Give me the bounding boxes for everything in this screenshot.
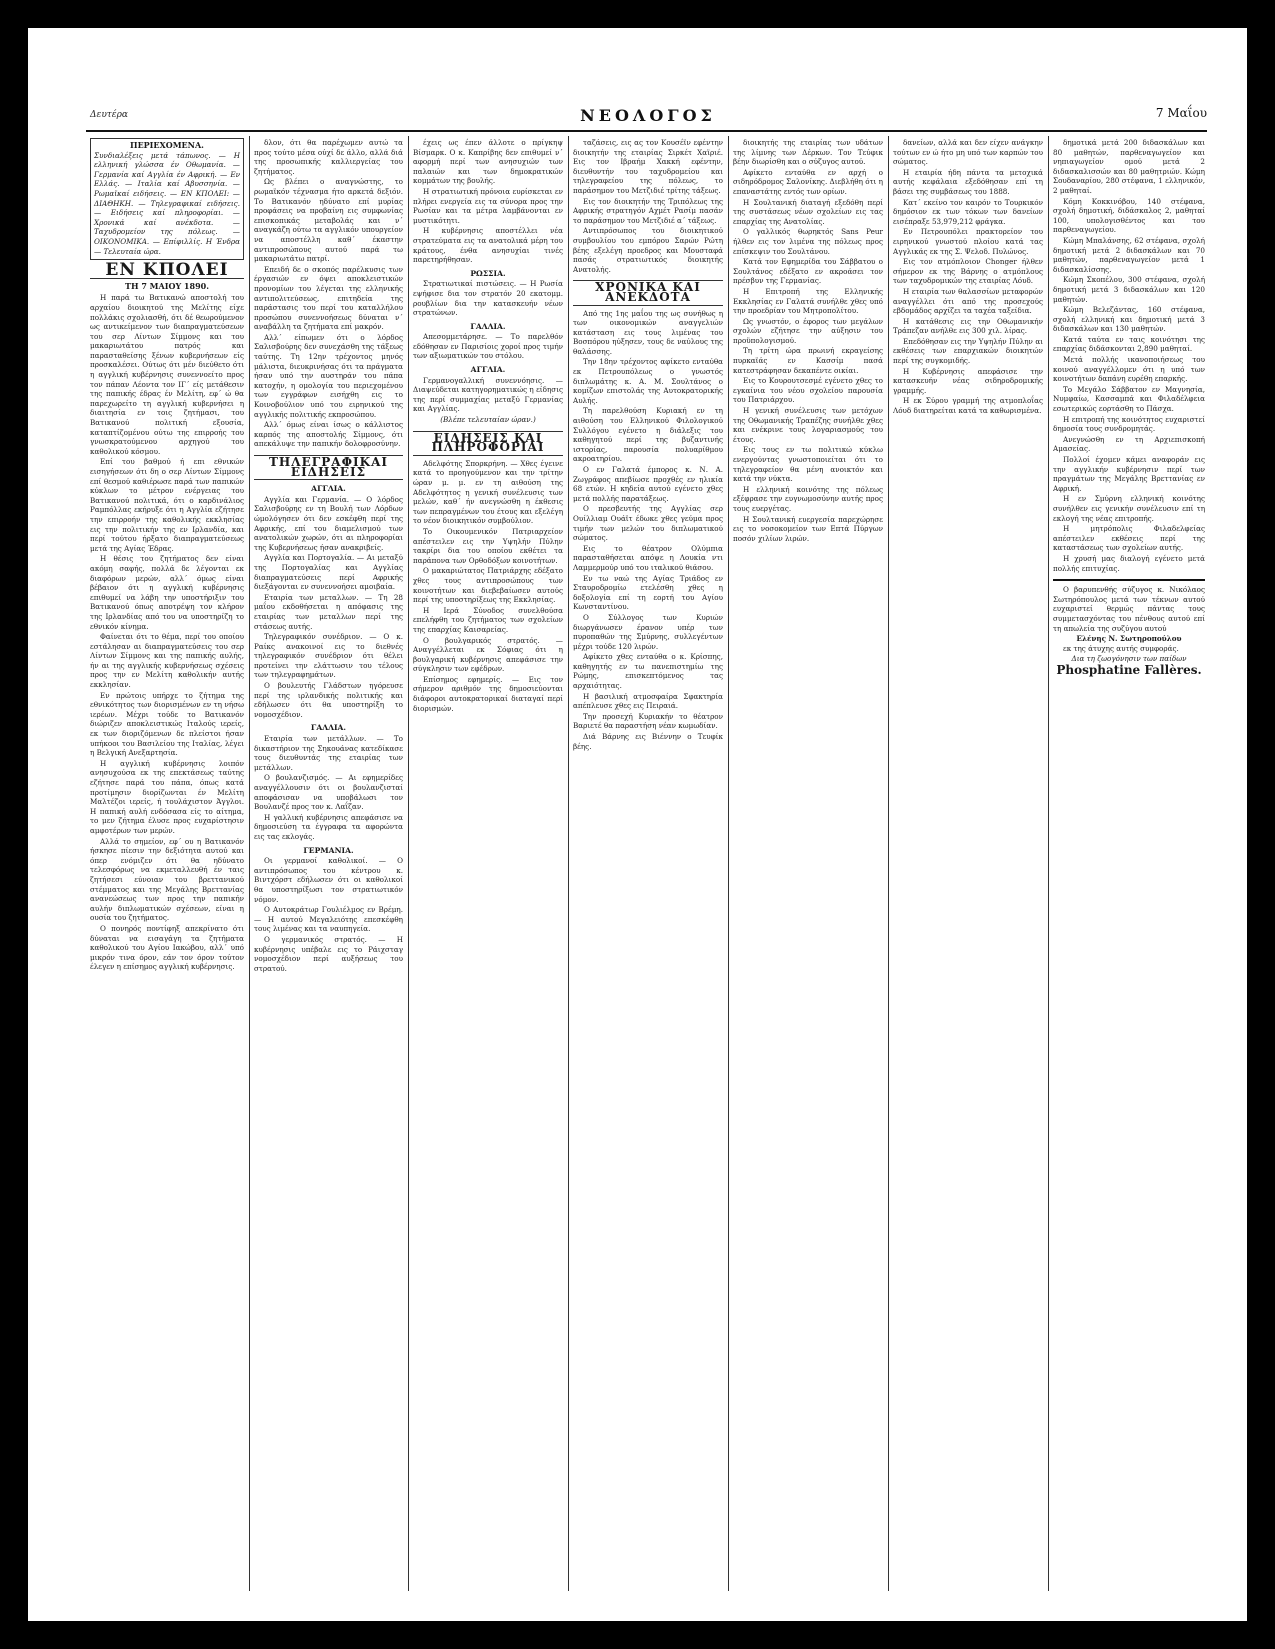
article-paragraph: Ο πονηρός ποντίφηξ απεκρίνατο ότι δύναται να εισαγάγη τα ζητήματα καθολικού του Αγίου Ιακώβου, αλλ΄ υπό μικρόν τινα όρον, εάν τον όρον τούτον έλεγεν η επίσημος αγγλική κυβέρνησις.	[90, 923, 244, 972]
telegraph-heading: ΤΗΛΕΓΡΑΦΙΚΑΙ ΕΙΔΗΣΕΙΣ	[254, 455, 403, 480]
article-paragraph: Επειδή δε ο σκοπός παρέλκυσις των έργασιών εν όψει αποκλειστικών προνομίων του λέγεται της ελληνικής αντιπολιτεύσεως, επιτηδεία της παράστασις του περί του καταλλήλου προσώπου συνεννοήσεως δύναται ν΄ αναβάλλη τα ζητήματα επί μακρόν.	[254, 264, 403, 332]
news-heading: ΕΙΔΗΣΕΙΣ ΚΑΙ ΠΛΗΡΟΦΟΡΙΑΙ	[413, 431, 563, 456]
news-item: Ο εν Γαλατά έμπορος κ. Ν. Α. Ζωγράφος απεβίωσε προχθές εν ηλικία 68 ετών. Η κηδεία αυτού εγένετο χθες μετά πολλής παρατάξεως.	[573, 465, 723, 503]
news-item: Αδελφότης Σπορκρήνη. — Χθες έγεινε κατά το προηγούμενον και την τρίτην ώραν μ. μ. εν τη αιθούση της Αδελφότητος η γενική συνέλευσις των μελών, καθ΄ ήν ανεγνώσθη η έκθεσις των πεπραγμένων του έτους και εξελέγη το νέον διοικητικόν συμβούλιον.	[413, 458, 563, 526]
article-paragraph: Η Σουλτανική διαταγή εξεδόθη περί της συστάσεως νέων σχολείων εις τας επαρχίας της Ανατολίας.	[733, 197, 883, 226]
article-paragraph: Επί του βαθμού ή επι εθνικών εισηγήσεων ότι δη ο σερ Λίντων Σίμμονς επί θεσμού καθιέρωσε παρά των παπικών κύκλων το μέτρον ενέργειας του Βατικανού πολιτικά, ότι ο καρδινάλιος Ραμπόλλας εκήρυξε ότι η Αγγλία εζήτησε την επιρροήν της καθολικής εκκλησίας εις την πολιτικήν της εν Ιρλανδία, και περί τούτου ήρξατο διαπραγματεύσεως μετά της Αγίας Έδρας.	[90, 457, 244, 553]
column-4	[573, 138, 723, 1591]
article-paragraph: Μετά πολλής ικανοποιήσεως του κοινού αναγγέλλομεν ότι η υπό των κοινοτήτων δαπάνη ευρέθη επαρκής.	[1053, 355, 1205, 384]
news-item: Στρατιωτικαί πιστώσεις. — Η Ρωσία εψήφισε δια τον στρατόν 20 εκατομμ. ρουβλίων δια την κατασκευήν νέων στρατώνων.	[413, 279, 563, 318]
article-paragraph: Η κατάθεσις εις την Οθωμανικήν Τράπεζαν ανήλθε εις 300 χιλ. λίρας.	[893, 316, 1043, 336]
article-paragraph: Ως γνωστόν, ο έφορος των μεγάλων σχολών εζήτησε την αύξησιν του προϋπολογισμού.	[733, 316, 883, 345]
country-subhead: ΓΑΛΛΙΑ.	[310, 723, 347, 733]
news-item: Την προσεχή Κυριακήν το θέατρον Βαριετέ θα παραστήση νέαν κωμωδίαν.	[573, 711, 723, 731]
country-subhead: ΑΓΓΛΙΑ.	[311, 484, 346, 494]
column-5	[733, 138, 883, 1591]
contents-title: ΠΕΡΙΕΧΟΜΕΝΑ.	[130, 140, 204, 150]
article-paragraph: Κώμη Βελεζάντας, 160 στέφανα, σχολή ελληνική και δημοτική μετά 3 διδασκάλων και 130 μαθητών.	[1053, 305, 1205, 334]
news-item: Η Ιερά Σύνοδος συνελθούσα επελήφθη του ζητήματος των σχολείων της επαρχίας Καισαρείας.	[413, 605, 563, 634]
promo-brand: Phosphatine Fallères.	[1056, 662, 1202, 677]
article-paragraph: Πολλοί έχομεν κάμει αναφοράν εις την αγγλικήν κυβέρνησιν περί των πραγμάτων της Μεγάλης Βρεττανίας εν Αφρική.	[1053, 455, 1205, 493]
news-item: Από της 1ης μαΐου της ως συνήθως η των οικονομικών αναγγελιών κατάσταση εις τους λιμένας του Βοσπόρου ηύξησεν, τους δε ναύλους της θαλάσσης.	[573, 308, 723, 356]
article-paragraph: Η γενική συνέλευσις των μετόχων της Οθωμανικής Τραπέζης συνήλθε χθες και ενέκρινε τους λογαριασμούς του έτους.	[733, 406, 883, 444]
article-paragraph: δλον, ότι θα παρέχωμεν αυτώ τα προς τούτο μέσα ούχί δε άλλο, αλλά διά της προσωπικής καλλιεργείας του ζητήματος.	[254, 138, 403, 176]
news-item: Την 18ην τρέχοντος αφίκετο ενταύθα εκ Πετρουπόλεως ο γνωστός διπλωμάτης κ. Α. Μ. Σουλτάνος ο κομίζων επιστολάς της Αυτοκρατορικής Αυλής.	[573, 357, 723, 405]
news-item: Απεσομμετάρησε. — Το παρελθόν εδόθησαν εν Παρισίοις χοροί προς τιμήν των αξιωματικών του στόλου.	[413, 332, 563, 361]
see-also-note: (Βλέπε τελευταίαν ώραν.)	[440, 415, 536, 425]
article-paragraph: Η κυβέρνησις αποστέλλει νέα στρατεύματα εις τα ανατολικά μέρη του κράτους, ένθα ανησυχίαι τινές παρετηρήθησαν.	[413, 226, 563, 265]
article-paragraph: Κόμη Κοκκινόβου, 140 στέφανα, σχολή δημοτική, διδάσκαλος 2, μαθηταί 100, υπολογισθέντος και του παρθεναγωγείου.	[1053, 196, 1205, 235]
notice-text: Ο βαρυπενθής σύζυγος κ. Νικόλαος Σωτηρόπουλος μετά των τέκνων αυτού ευχαριστεί θερμώς πάντας τους συμμετασχόντας του πένθους αυτού επί τη απωλεία της συζύγου αυτού	[1053, 585, 1205, 633]
article-paragraph: Κώμη Μπαλάνσης, 62 στέφανα, σχολή δημοτική μετά 2 διδασκάλων και 70 μαθητών, παρθεναγωγείον μετά 1 διδασκαλίσσης.	[1053, 235, 1205, 274]
notice-advertisement	[1053, 579, 1205, 675]
article-paragraph: Η Επιτροπή της Ελληνικής Εκκλησίας εν Γαλατά συνήλθε χθες υπό την προεδρίαν του Μητροπολίτου.	[733, 286, 883, 316]
article-paragraph: διοικητής της εταιρίας των υδάτων της λίμνης των Δέρκων. Τον Τεύφικ βέην διωρίσθη και ο σύζυγος αυτού.	[733, 138, 883, 167]
article-paragraph: Αλλ΄ όμως είναι ίσως ο κάλλιστος καρπός της αποστολής Σίμμονς, ότι απεκάλυψε την παπικήν δολοφροσύνην.	[254, 420, 403, 449]
news-item: Αγγλία και Πορτογαλία. — Αι μεταξύ της Πορτογαλίας και Αγγλίας διαπραγματεύσεις περί Αφρικής διεξάγονται εν συνεννοήσει αμοιβαία.	[254, 553, 403, 592]
article-paragraph: Αλλ΄ είπωμεν ότι ο λόρδος Σαλισβούρης δεν συνεχάσθη της τάξεως ταύτης. Τη 12ην τρέχοντος μηνός μάλιστα, διευκρινήσας ότι τα πράγματα ήσαν υπό την αυστηράν του πάπα κατοχήν, η ομολογία του περιεχομένου των εγγράφων εισήχθη εις το Κοινοβούλιον υπό του ειρηνικού της αγγλικής πολιτικής εκπροσώπου.	[254, 332, 403, 419]
news-item: Η βασιλική ατμοσφαίρα Σφακτηρία απέπλευσε χθες εις Πειραιά.	[573, 691, 723, 711]
article-paragraph: Η εκ Σύρου γραμμή της ατμοπλοΐας Λόυδ διατηρείται κατά τα καθωρισμένα.	[893, 396, 1043, 416]
news-item: Διά Βάρνης εις Βιέννην ο Τευφίκ βέης.	[573, 732, 723, 751]
promo-line: Δια τη ζωογόνησιν των παίδων	[1071, 654, 1187, 664]
news-item: Τη παρελθούση Κυριακή εν τη αιθούση του Ελληνικού Φιλολογικού Συλλόγου εγένετο η διάλεξις του καθηγητού περί της βυζαντινής ιστορίας, παρουσία πολυαρίθμου ακροατηρίου.	[573, 406, 723, 464]
news-item: Εταιρία των μεταλλων. — Τη 28 μαΐου εκδοθήσεται η απόφασις της εταιρίας των μεταλλων περί της στάσεως αυτής.	[254, 592, 403, 631]
news-item: Ο Σύλλογος των Κυριών διωργάνωσεν έρανον υπέρ των πυροπαθών της Σμύρνης, συλλεγέντων μέχρι τούδε 120 λιρών.	[573, 612, 723, 651]
article-paragraph: ταζάσεις, εις ας τον Κουσέϊν εφέντην διοικητήν της εταιρίας Σιρκέτ Χαϊριέ. Εις τον Ιβραήμ Χακκή εφέντην, διευθυντήν του ταχυδρομείου και τηλεγραφείου της πόλεως, το παράσημον του Μετζιδιέ τρίτης τάξεως.	[573, 138, 723, 195]
column-separator	[408, 136, 409, 1591]
news-item: Εν τω ναώ της Αγίας Τριάδος εν Σταυροδρομίω ετελέσθη χθες η δοξολογία επί τη εορτή του Αγίου Κωνσταντίνου.	[573, 573, 723, 612]
country-subhead: ΓΕΡΜΑΝΙΑ.	[303, 845, 354, 855]
news-item: Εταιρία των μετάλλων. — Το δικαστήριον της Σηκουάνας κατεδίκασε τους διευθυντάς της εταιρίας των μετάλλων.	[254, 734, 403, 772]
article-paragraph: Η θέσις του ζητήματος δεν είναι ακόμη σαφής, πολλά δε λέγονται εκ διαφόρων μερών, αλλ΄ όμως είναι βέβαιον ότι η αγγλική κυβέρνησις επιθυμεί να λάβη την υποστήριξιν του Βατικανού όπως αποτρέψη τον κλήρον της Ιρλανδίας από του να υποστηρίζη το εθνικόν κίνημα.	[90, 554, 244, 631]
article-paragraph: έχεις ως έπεν άλλοτε ο πρίγκηψ Βίσμαρκ. Ο κ. Καπρίβης δεν επιθυμεί ν΄ αφορμή περί των ανησυχιών των παλαιών και των δημοκρατικών κομμάτων της βουλής.	[413, 138, 563, 186]
article-paragraph: Ο γαλλικός θωρηκτός Sans Peur ήλθεν εις τον λιμένα της πόλεως προς επίσκεψιν του Σουλτάνου.	[733, 227, 883, 256]
dateline: ΤΗ 7 ΜΑΙΟΥ 1890.	[125, 280, 209, 291]
article-paragraph: Τη τρίτη ώρα πρωινή εκραγείσης πυρκαϊάς εν Κασσίμ πασά κατεστράφησαν δεκαπέντε οικίαι.	[733, 346, 883, 375]
column-6	[893, 138, 1043, 1591]
news-item: Αγγλία και Γερμανία. — Ο λόρδος Σαλισβούρης εν τη Βουλή των Λόρδων ώμολόγησεν ότι δεν εσκέφθη περί της Αφρικής, επί του διαμελισμού των ανατολικών χωρών, ότι αι πληροφορίαι της Κυβερνήσεως ήσαν ανακριβείς.	[254, 494, 403, 552]
article-paragraph: Εις τον ατμόπλοιον Chonger ήλθεν σήμερον εκ της Βάρνης ο ατμόπλους των ταχυδρομικών της εταιρίας Λόυδ.	[893, 257, 1043, 286]
news-item: Η γαλλική κυβέρνησις απεφάσισε να δημοσιεύση τα έγγραφα τα αφορώντα εις τας εκλογάς.	[254, 812, 403, 841]
article-paragraph: Κατ΄ εκείνο τον καιρόν το Τουρκικόν δημόσιον εκ των τόκων των δανείων εισέπραξε 53,979,212 φράγκα.	[893, 197, 1043, 226]
article-paragraph: Η εταιρία ήδη πάντα τα μετοχικά αυτής κεφάλαια εξεδόθησαν επί τη βάσει της συμβάσεως του 1888.	[893, 167, 1043, 196]
country-subhead: ΑΓΓΛΙΑ.	[470, 365, 506, 375]
article-paragraph: Η εν Σμύρνη ελληνική κοινότης συνήλθεν εις γενικήν συνέλευσιν επί τη εκλογή της νέας επιτροπής.	[1053, 494, 1205, 523]
section-heading: ΕΝ ΚΠΟΛΕΙ	[90, 266, 244, 279]
country-subhead: ΓΑΛΛΙΑ.	[470, 321, 506, 331]
column-separator	[888, 136, 889, 1591]
article-paragraph: Η χρυσή μας διαλογή εγένετο μετά πολλής επιτυχίας.	[1053, 553, 1205, 573]
article-paragraph: Η επιτροπή της κοινότητος ευχαριστεί δημοσία τους συνδρομητάς.	[1053, 414, 1205, 434]
article-paragraph: Αντιπρόσωπος του διοικητικού συμβουλίου του εμπόρου Σαρών Ρώτη βέης εξελέγη προεδρος και Μουσταφά πασάς στρατιωτικός διοικητής Ανατολής.	[573, 226, 723, 274]
column-2	[254, 138, 403, 1591]
newspaper-page	[28, 28, 1247, 1621]
article-paragraph: Εν Πετρουπόλει πρακτορείον του ειρηνικού γνωστού πλοίου κατά τας Αγγλικάς εκ της Σ. Ψελοδ. Πυλώνος.	[893, 227, 1043, 256]
article-paragraph: Αφίκετο ενταύθα εν αρχή ο σιδηρόδρομος Σαλονίκης. Διεβλήθη ότι η επαναστάτης εντός των ορίων.	[733, 167, 883, 196]
article-paragraph: Ανεγνώσθη εν τη Αρχιεπισκοπή Αμασείας.	[1053, 434, 1205, 454]
article-paragraph: Εις το Κουρουτσεσμέ εγένετο χθες το εγκαίνια του νέου σχολείου παρουσία του Πατριάρχου.	[733, 376, 883, 405]
newspaper-title: ΝΕΟΛΟΓΟΣ	[580, 106, 716, 125]
news-item: Οι γερμανοί καθολικοί. — Ο αντιπρόσωπος του κέντρου κ. Βιντχόρστ εδήλωσεν ότι οι καθολικοί θα υποστηρίξωσι τον στρατιωτικόν νόμον.	[254, 856, 403, 904]
column-separator	[568, 136, 569, 1591]
contents-list: Συνδιαλέξεις μετά τάπωνος. — Η ελληνική γλώσσα έν Οθωμανία. — Γερμανία καί Αγγλία έν Αφρική. — Εν Ελλάς. — Ιταλία καί Αβυσσηνία. — Ρωμαϊκαί ειδήσεις. — ΕΝ ΚΠΟΛΕΙ: — ΔΙΑΘΗΚΗ. — Τηλεγραφικαί ειδήσεις. — Ειδήσεις καί πληροφορίαι. — Χρονικά καί ανέκδοτα. — Ταχυδρομείον της πόλεως. — ΟΙΚΟΝΟΜΙΚΑ. — Επίφιλλίς. Η Ένδρα — Τελευταία ώρα.	[94, 150, 240, 256]
column-separator	[1048, 136, 1049, 1591]
article-paragraph: Η παρά τω Βατικανώ αποστολή του αρχαίου διοικητού της Μελίτης είχε πολλάκις σχολιασθή, ότι δέ θεωρούμενον ως αντικείμενον των διαπραγματεύσεων του σερ Λίντων Σίμμονς και του μακαριωτάτου πατρός και παρασταθείσης ξένων κυβερνήσεων είς προσκαλέσει. Ούτως ότι μέν διεύθετο ότι η αγγλική κυβέρνησις συνεννοείτο προς τον πάπαν Λέοντα τον ΙΓ΄ είς μετάθεσιν της παπικής έδρας έν Μελίτη, εφ΄ ώ θα παρεχωρείτο τη αγγλική κυβερνήσει η διαιτησία εν τοις ζητήμασι, του Βατικανού πολιτική εξουσία, καταπτίζομένου ούτω της επιρροής του γνωσκρατούμενου αρχηγού του καθολικού κόσμου.	[90, 293, 244, 456]
contents-box	[90, 138, 244, 260]
country-subhead: ΡΩΣΣΙΑ.	[470, 268, 506, 278]
article-paragraph: Επεδόθησαν εις την Υψηλήν Πύλην αι εκθέσεις των επαρχιακών διοικητών περί της συγκομιδής.	[893, 336, 1043, 366]
article-paragraph: Κατά ταύτα εν ταις κοινότησι της επαρχίας διδάσκονται 2,890 μαθηταί.	[1053, 334, 1205, 354]
news-item: Τηλεγραφικόν συνέδριον. — Ο κ. Ραίκς ανακοινοί εις το διεθνές τηλεγραφικόν συνέδριον ότι θέλει προτείνει την ελάττωσιν του τέλους των τηλεγραφημάτων.	[254, 632, 403, 680]
news-item: Ο Αυτοκράτωρ Γουλιέλμος εν Βρέμη. — Η αυτού Μεγαλειότης επεσκέφθη τους λιμένας και τα ναυπηγεία.	[254, 905, 403, 934]
article-paragraph: Κατά τον Εφημερίδα του Σάββατου ο Σουλτάνος εδέξατο εν ακροάσει τον πρέσβυν της Γερμανίας.	[733, 257, 883, 286]
article-paragraph: Η εταιρία των θαλασσίων μεταφορών αναγγέλλει ότι από της προσεχούς εβδομάδος αρχίζει τα ταχέα ταξείδια.	[893, 286, 1043, 316]
news-item: Ο πρεσβευτής της Αγγλίας σερ Ουίλλιαμ Ουάϊτ έδωκε χθες γεύμα προς τιμήν των μελών του διπλωματικού σώματος.	[573, 504, 723, 543]
notice-name: Ελένης Ν. Σωτηροπούλου	[1076, 634, 1182, 644]
article-paragraph: δημοτικά μετά 200 διδασκάλων και 80 μαθητών, παρθεναγωγείον και νηπιαγωγείον ομού μετά 2 διδασκαλισσών και 80 μαθητριών. Κώμη Σουδαναρίου, 280 στέφανα, 1 ελληνικόν, 2 μαθηταί.	[1053, 138, 1205, 195]
news-item: Ο βουλανζισμός. — Αι εφημερίδες αναγγέλλουσιν ότι οι βουλανζισταί αποφάσισαν να υποβάλωσι τον Βουλανζέ προς τον κ. Λαΐζαν.	[254, 773, 403, 812]
article-paragraph: Το Μεγάλο Σάββατον εν Μαγνησία, Νυμφαίω, Κασσαμπά και Φιλαδέλφεια εσωτερικώς εορτάσθη το Πάσχα.	[1053, 384, 1205, 414]
article-paragraph: Εν πρώτοις υπήρχε το ζήτημα της εθνικότητος των διορισμένων εν τη νήσω ιερέων. Μέχρι τούδε το Βατικανόν διώριζεν αποκλειστικώς Ιταλούς ιερείς, εκ των διοριζόμενων δε πλείστοι ήσαν υπήκοοι του Βασιλείου της Ιταλίας, λέγει η Βελγική Ανεξαρτησία.	[90, 690, 244, 758]
column-separator	[728, 136, 729, 1591]
news-item: Αφίκετο χθες ενταύθα ο κ. Κρίσπης, καθηγητής εν τω πανεπιστημίω της Ρώμης, επισκεπτόμενος τας αρχαιότητας.	[573, 652, 723, 691]
news-item: Εις το θέατρον Ολύμπια παρασταθήσεται απόψε η Λουκία ντι Λαμμερμούρ υπό του ιταλικού θιάσου.	[573, 543, 723, 572]
article-paragraph: Ως βλέπει ο αναγνώστης, το ρωμαϊκόν τέχνασμα ήτο αρκετά δεξιόν. Το Βατικανόν ηδύνατο επί μυρίας προφάσεις να προβαίνη εις συμφωνίας επισκοπικάς μεταβολάς και ν΄ αναγκάζη ούτω τα αγγλικόν υπουργείον να αποστέλλη καθ΄ έκαστην αντιπροσώπους αυτού παρά τω μακαριωτάτω πατρί.	[254, 177, 403, 264]
column-3	[413, 138, 563, 1591]
column-1	[90, 138, 244, 1591]
article-paragraph: Αλλά το σημείον, εφ΄ ου η Βατικανόν ήσκησε πίεσιν την δεξιότητα αυτού και όπερ ενόμιζεν ότι θα ηδύνατο τελεσφόρως να εκμεταλλευθή έν ταις ζητήσεσι εύνοιαν του βρεττανικού στέμματος και της Μεγάλης Βρεττανίας ανανεώσεως των προς την παπικήν αυλήν διπλωματικών σχέσεων, είναι η ουσία του ζητήματος.	[90, 836, 244, 923]
article-paragraph: Η αγγλική κυβέρνησις λοιπόν ανησυχούσα εκ της επεκτάσεως ταύτης εζήτησε παρά του πάπα, όπως κατά προτίμησιν διορίζωνται έν Μελίτη Μαλτέζοι ιερείς, ή τουλάχιστον Άγγλοι. Η παπική αυλή ενδόσασα είς το αίτημα, το μεν ζήτημα έλυσε προς ευχαρίστησιν αμφοτέρων των μερών.	[90, 758, 244, 835]
masthead-rule	[86, 130, 1207, 132]
news-item: Επίσημος εφημερίς. — Εις τον σήμερον αριθμόν της δημοσιεύονται διάφοροι αυτοκρατορικαί διαταγαί περί διορισμών.	[413, 674, 563, 713]
article-paragraph: Εις τους εν τω πολιτικώ κύκλω ενεργούντας γνωστοποιείται ότι το τηλεγραφείον θα μένη ανοικτόν και κατά την νύκτα.	[733, 445, 883, 484]
news-item: Το Οικουμενικόν Πατριαρχείον απέστειλεν εις την Υψηλήν Πύλην τακρίρι δια του οποίου εκθέτει τα παράπονα των Ορθοδόξων κοινοτήτων.	[413, 526, 563, 565]
article-paragraph: Η ελληνική κοινότης της πόλεως εξέφρασε την ευγνωμοσύνην αυτής προς τους ευεργέτας.	[733, 484, 883, 513]
article-paragraph: Φαίνεται ότι το θέμα, περί του οποίου εστάλησαν αι διαπραγματεύσεις του σερ Λίντων Σίμμονς και της παπικής αυλής, ήν αι της αγγλικής κυβερνήσεως σχέσεις προς την εν Μελίτη καθολικήν αυτής εκκλησίαν.	[90, 632, 244, 690]
notice-tail: εκ της άτυχης αυτής συμφοράς.	[1063, 643, 1179, 653]
news-item: Ο βουλευτής Γλάδστων ηγόρευσε περί της ιρλανδικής πολιτικής και εδήλωσεν ότι θα υποστηρίξη το νομοσχέδιον.	[254, 681, 403, 719]
article-paragraph: Η Σουλτανική ευεργεσία παρεχώρησε εις το νοσοκομείον των Επτά Πύργων ποσόν χιλίων λιρών.	[733, 514, 883, 543]
issue-date: 7 Μαΐου	[1155, 106, 1207, 120]
news-item: Ο μακαριώτατος Πατριάρχης εδέξατο χθες τους αντιπροσώπους των κοινοτήτων και διεβεβαίωσεν αυτούς περί της υποστηρίξεως της Εκκλησίας.	[413, 566, 563, 605]
article-paragraph: Η μητρόπολις Φιλαδελφείας απέστειλεν εκθέσεις περί της καταστάσεως των σχολείων αυτής.	[1053, 524, 1205, 553]
chronicles-heading: ΧΡΟΝΙΚΑ ΚΑΙ ΑΝΕΚΔΟΤΑ	[573, 280, 723, 305]
column-7	[1053, 138, 1205, 1591]
news-item: Ο γερμανικός στρατός. — Η κυβέρνησις υπέβαλε εις το Ράιχσταγ νομοσχέδιον περί αυξήσεως του στρατού.	[254, 934, 403, 973]
news-item: Ο βουλγαρικός στρατός. — Αναγγέλλεται εκ Σόφιας ότι η βουλγαρική κυβέρνησις απεφάσισε την σύγκλησιν των εφέδρων.	[413, 635, 563, 674]
news-item: Γερμανογαλλική συνεννόησις. — Διαψεύδεται κατηγορηματικώς η είδησις της περί συμμαχίας μεταξύ Γερμανίας και Αγγλίας.	[413, 375, 563, 414]
column-separator	[249, 136, 250, 1591]
article-paragraph: δανείων, αλλά και δεν είχεν ανάγκην τούτων εν ώ ήτο μη υπό των καρπών του σώματος.	[893, 138, 1043, 167]
article-paragraph: Κώμη Σκοπέλου, 300 στέφανα, σχολή δημοτική μετά 3 διδασκάλων και 120 μαθητών.	[1053, 275, 1205, 304]
article-paragraph: Η Κυβέρνησις απεφάσισε την κατασκευήν νέας σιδηροδρομικής γραμμής.	[893, 366, 1043, 395]
article-paragraph: Εις τον διοικητήν της Τριπόλεως της Αφρικής στρατηγόν Αχμέτ Ρασίμ πασάν το παράσημον του Μετζιδιέ α΄ τάξεως.	[573, 196, 723, 225]
section-label: Δευτέρα	[90, 110, 128, 120]
article-paragraph: Η στρατιωτική πρόνοια ευρίσκεται εν πλήρει ενεργεία εις τα σύνορα προς την Ρωσίαν και τα μέτρα λαμβάνονται εν μυστικότητι.	[413, 186, 563, 225]
